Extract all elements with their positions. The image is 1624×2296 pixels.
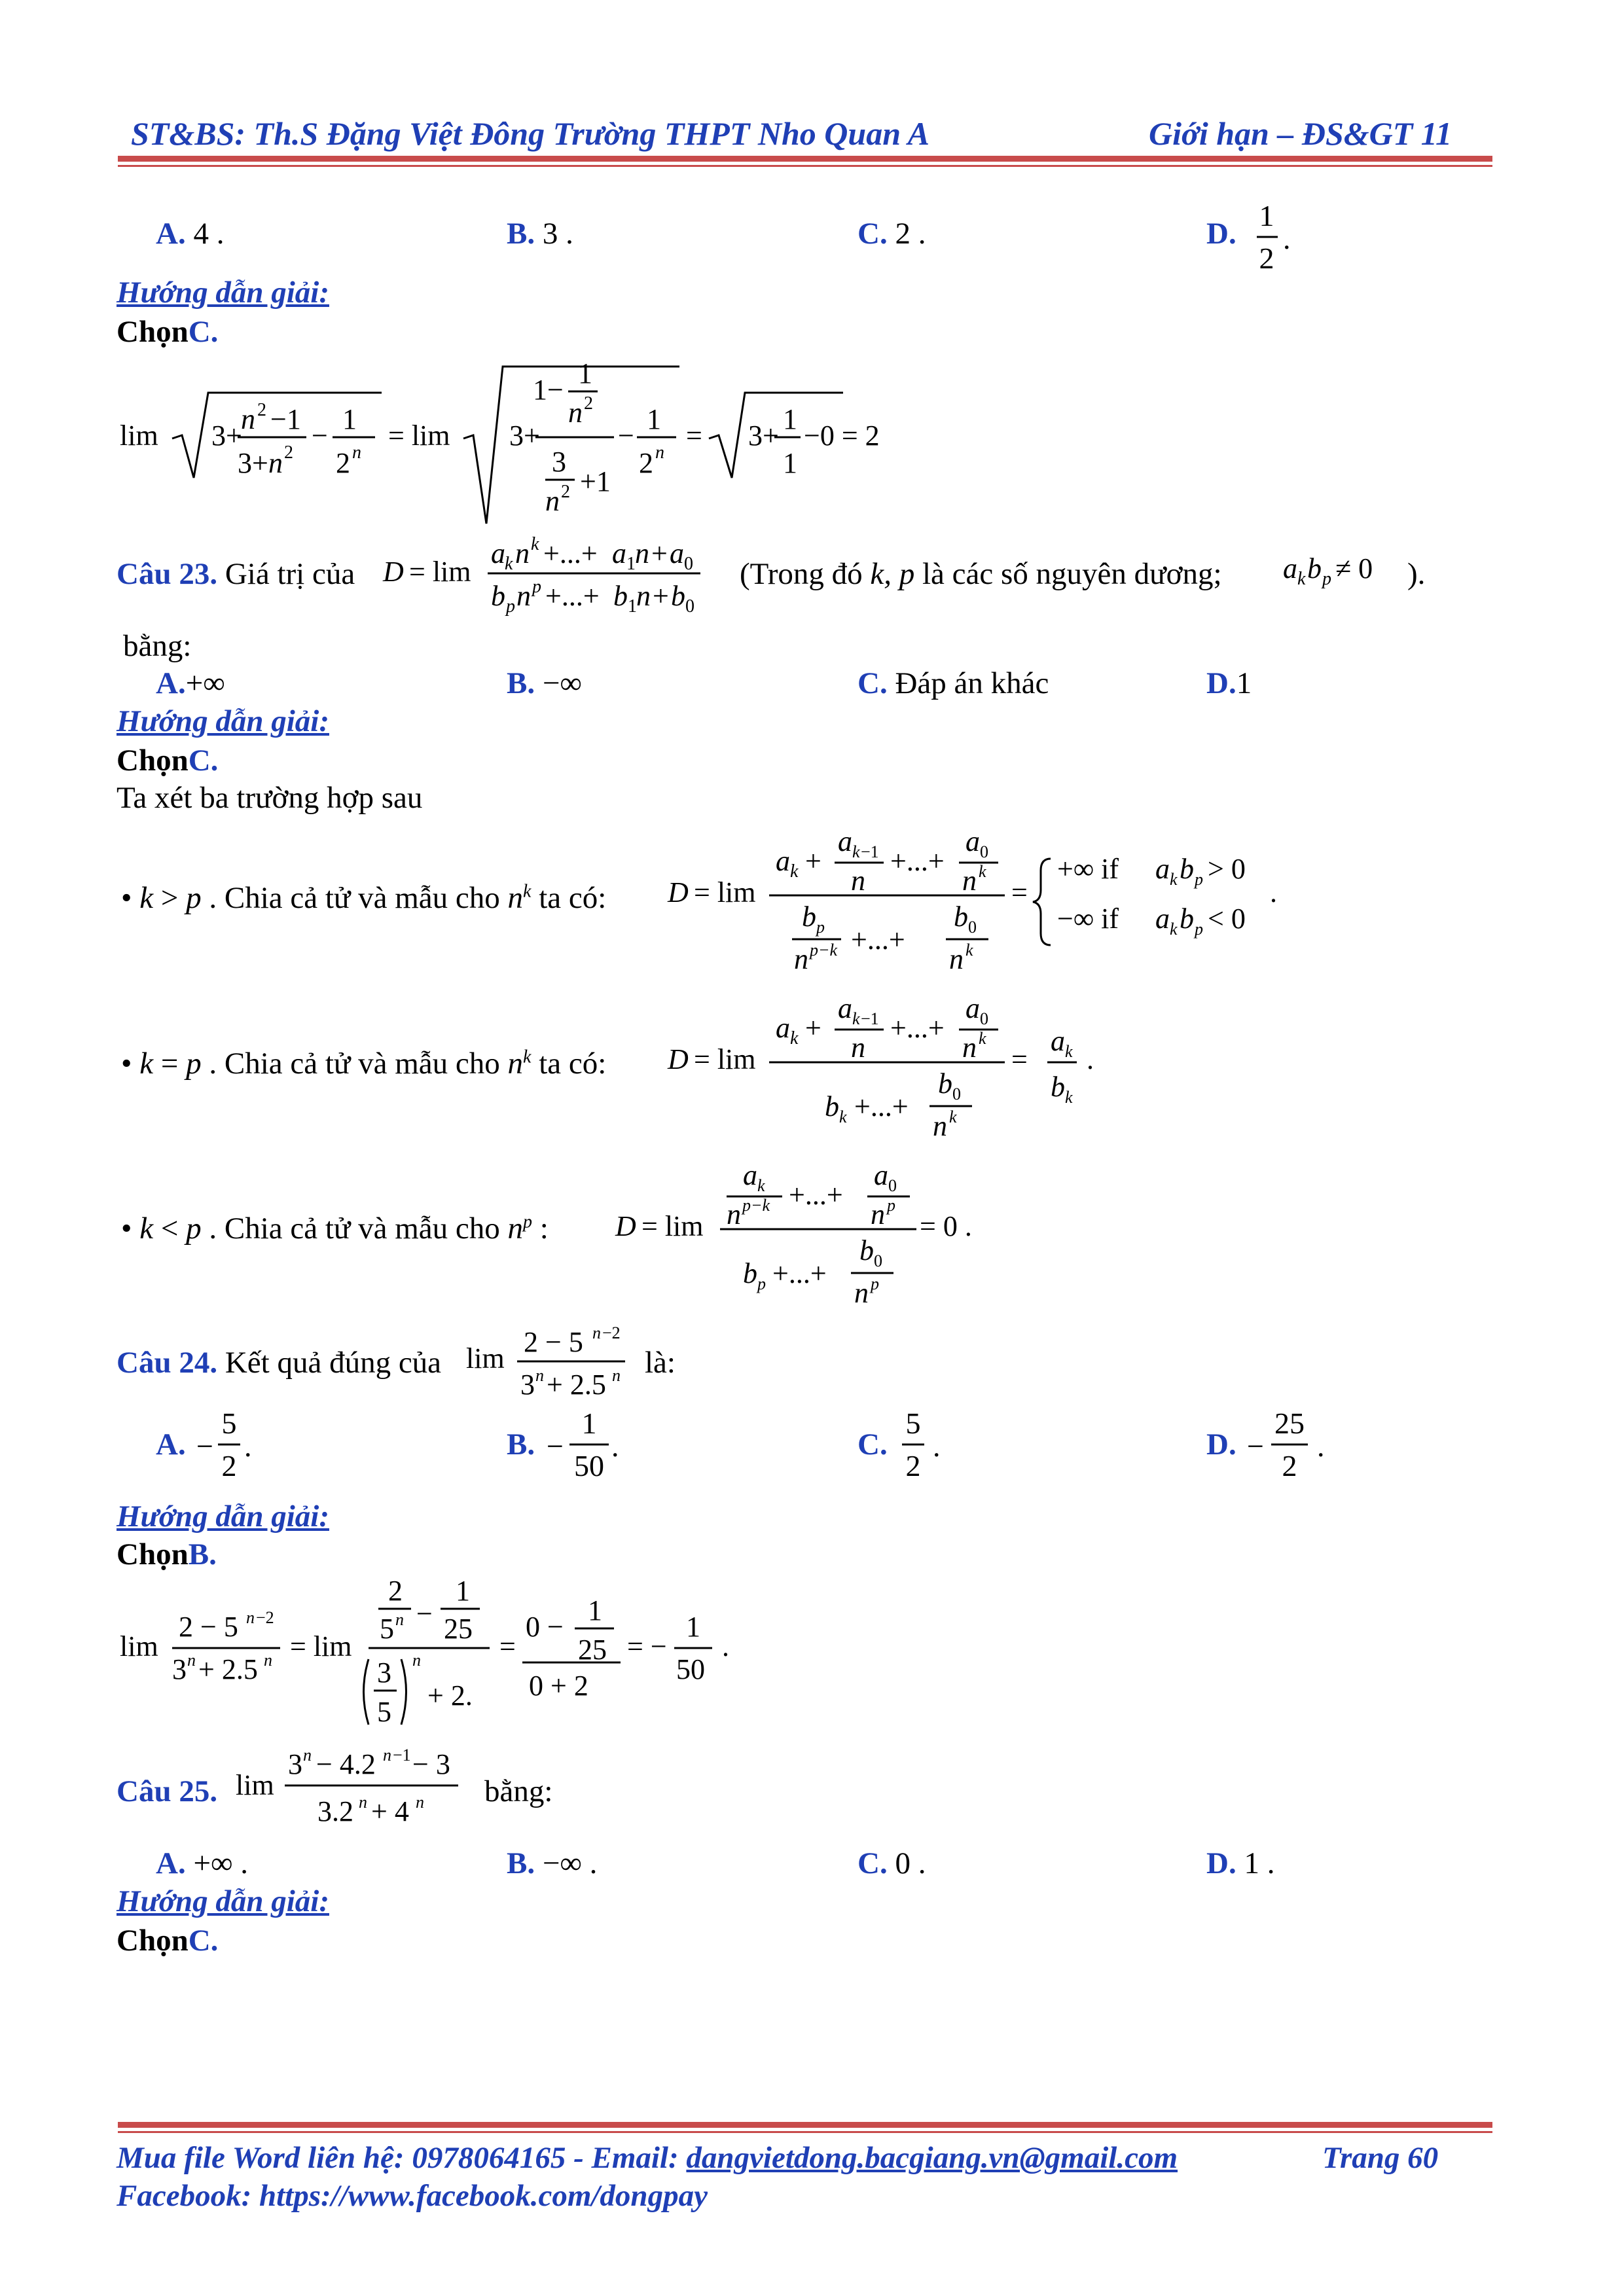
svg-text:k: k <box>1065 1088 1073 1107</box>
svg-text:+...+: +...+ <box>772 1257 827 1289</box>
svg-text:n: n <box>933 1110 947 1142</box>
svg-text:3: 3 <box>552 446 566 478</box>
svg-text:n: n <box>412 1651 421 1670</box>
q23-option-b: B. −∞ <box>507 666 582 700</box>
svg-text:1: 1 <box>456 1575 470 1607</box>
svg-text:−2: −2 <box>256 1608 274 1627</box>
svg-text:1: 1 <box>588 1594 602 1626</box>
q24-option-a: A. <box>156 1427 186 1462</box>
svg-text:.: . <box>1087 1043 1094 1075</box>
svg-text:.: . <box>244 1429 252 1463</box>
svg-text:−∞ if: −∞ if <box>1057 903 1119 935</box>
svg-text:b: b <box>825 1090 839 1122</box>
svg-text:1: 1 <box>783 403 797 435</box>
svg-text:−1: −1 <box>861 1009 879 1028</box>
svg-text:n: n <box>352 442 361 463</box>
svg-text:2: 2 <box>584 393 593 414</box>
q22-option-c: C. 2 . <box>857 217 926 251</box>
svg-text:b: b <box>859 1234 874 1266</box>
svg-text:a: a <box>1283 552 1297 584</box>
q23-stem-condition: (Trong đó k, p là các số nguyên dương; <box>740 557 1222 591</box>
svg-text:k: k <box>1170 870 1178 889</box>
svg-text:50: 50 <box>676 1653 705 1685</box>
svg-text:n: n <box>655 442 664 463</box>
svg-text:.: . <box>611 1429 619 1463</box>
q24-option-b: B. <box>507 1427 535 1462</box>
svg-text:a: a <box>612 537 626 569</box>
svg-text:n: n <box>949 943 964 975</box>
footer-page-number: Trang 60 <box>1322 2141 1439 2175</box>
q24-solution-formula <box>117 1571 804 1741</box>
svg-text:b: b <box>954 901 968 933</box>
svg-text:p: p <box>506 596 515 617</box>
svg-text:2 − 5: 2 − 5 <box>524 1326 583 1358</box>
q22-solution-formula <box>117 353 967 530</box>
svg-text:n: n <box>187 1651 196 1670</box>
svg-text:0: 0 <box>874 1251 882 1270</box>
svg-text:5: 5 <box>905 1407 921 1440</box>
q24-option-c-fraction <box>893 1404 972 1489</box>
q25-guide-heading: Hướng dẫn giải: <box>117 1884 329 1918</box>
q23-condition-math <box>1280 547 1373 592</box>
svg-text:= lim: = lim <box>409 556 471 588</box>
q25-option-b: B. −∞ . <box>507 1846 598 1880</box>
q25-answer: ChọnC. <box>117 1924 219 1958</box>
footer-rule-thin <box>118 2131 1492 2133</box>
svg-text:n: n <box>516 580 531 612</box>
svg-text:b: b <box>1307 552 1322 584</box>
svg-text:a: a <box>670 537 684 569</box>
svg-text:k: k <box>757 1176 765 1195</box>
svg-text:k: k <box>1065 1042 1073 1061</box>
svg-text:0: 0 <box>685 596 695 617</box>
svg-text:D: D <box>383 556 404 588</box>
svg-text:−2: −2 <box>602 1323 621 1342</box>
svg-text:k: k <box>1170 920 1178 939</box>
svg-text:0: 0 <box>888 1176 897 1195</box>
q24-option-d: D. <box>1206 1427 1236 1462</box>
header-right: Giới hạn – ĐS&GT 11 <box>1149 115 1453 152</box>
svg-text:1: 1 <box>578 357 592 389</box>
svg-text:> 0: > 0 <box>1208 853 1246 885</box>
svg-text:p: p <box>1322 569 1331 589</box>
svg-text:− 4.2: − 4.2 <box>316 1748 376 1780</box>
svg-text:+ 2.5: + 2.5 <box>198 1653 258 1685</box>
svg-text:0: 0 <box>968 918 977 937</box>
svg-text:1: 1 <box>1259 199 1274 232</box>
svg-text:D: D <box>615 1210 636 1242</box>
svg-text:2: 2 <box>561 482 570 502</box>
svg-text:k: k <box>790 861 799 882</box>
q23-option-a: A.+∞ <box>156 666 225 700</box>
svg-text:+...+: +...+ <box>789 1179 843 1211</box>
svg-text:b: b <box>613 580 628 612</box>
q23-label-line: Câu 23. Giá trị của <box>117 557 355 591</box>
svg-text:+ 4: + 4 <box>371 1795 409 1827</box>
svg-text:.: . <box>1283 222 1291 255</box>
svg-text:3: 3 <box>377 1657 391 1689</box>
svg-text:b: b <box>743 1257 757 1289</box>
svg-text:= lim: = lim <box>694 876 756 908</box>
q24-limit-formula <box>465 1316 635 1407</box>
svg-text:p: p <box>871 1274 879 1293</box>
svg-text:2: 2 <box>1282 1449 1297 1482</box>
q24-stem-post: là: <box>645 1346 676 1380</box>
svg-text:a: a <box>743 1159 757 1191</box>
q22-guide-heading: Hướng dẫn giải: <box>117 276 329 310</box>
svg-text:n: n <box>303 1746 312 1765</box>
svg-text:=: = <box>499 1630 516 1662</box>
svg-text:25: 25 <box>444 1613 473 1645</box>
svg-text:k: k <box>790 1028 799 1049</box>
svg-text:b: b <box>1180 853 1194 885</box>
q23-stem-line2: bằng: <box>123 629 192 663</box>
svg-text:+: + <box>805 1012 821 1044</box>
svg-text:+: + <box>653 580 669 612</box>
q22-option-d-fraction <box>1244 196 1296 281</box>
svg-text:k: k <box>505 554 513 574</box>
svg-text:n: n <box>359 1793 367 1812</box>
q23-limit-formula <box>376 530 743 622</box>
svg-text:n: n <box>383 1746 391 1765</box>
svg-text:a: a <box>1155 853 1170 885</box>
svg-text:D: D <box>668 1043 689 1075</box>
svg-text:p: p <box>532 577 541 597</box>
svg-text:+...+: +...+ <box>890 1012 945 1044</box>
svg-text:3: 3 <box>288 1748 302 1780</box>
svg-text:p: p <box>816 918 825 937</box>
svg-text:k: k <box>949 1107 957 1126</box>
svg-text:a: a <box>491 537 505 569</box>
svg-text:1: 1 <box>626 554 636 574</box>
svg-text:+...+: +...+ <box>545 580 600 612</box>
q23-case1-text: • k > p . Chia cả tử và mẫu cho $n^k$ ta có: <box>121 881 607 915</box>
q24-option-d-fraction <box>1244 1404 1348 1489</box>
svg-text:−: − <box>618 420 634 452</box>
svg-text:2: 2 <box>1259 242 1274 275</box>
svg-text:n: n <box>395 1610 404 1629</box>
svg-text:a: a <box>874 1159 888 1191</box>
header-left: ST&BS: Th.S Đặng Việt Đông Trường THPT Nho Quan A <box>131 115 929 152</box>
svg-text:+∞ if: +∞ if <box>1057 853 1119 885</box>
svg-text:b: b <box>1051 1071 1065 1103</box>
svg-text:≠ 0: ≠ 0 <box>1335 552 1373 584</box>
q23-case3-text: • k < p . Chia cả tử và mẫu cho $n^p$ : <box>121 1211 549 1246</box>
q24-option-b-fraction <box>543 1404 635 1489</box>
svg-text:p−k: p−k <box>810 941 838 960</box>
svg-text:−1: −1 <box>393 1746 411 1765</box>
svg-text:5: 5 <box>221 1407 237 1440</box>
svg-text:5: 5 <box>380 1613 394 1645</box>
q22-option-d: D. <box>1206 217 1236 251</box>
svg-text:n: n <box>794 943 808 975</box>
q25-option-d: D. 1 . <box>1206 1846 1275 1880</box>
svg-text:3+: 3+ <box>211 420 242 452</box>
q25-option-c: C. 0 . <box>857 1846 926 1880</box>
q23-case3-formula <box>612 1152 1005 1322</box>
svg-text:−: − <box>1247 1429 1264 1463</box>
header-rule-thin <box>118 165 1492 167</box>
svg-text:.: . <box>1317 1429 1325 1463</box>
svg-text:1: 1 <box>686 1611 700 1643</box>
q23-case1-formula <box>664 818 1286 988</box>
svg-text:D: D <box>668 876 689 908</box>
svg-text:+: + <box>651 537 668 569</box>
svg-text:a: a <box>838 825 852 857</box>
svg-text:+: + <box>805 845 821 877</box>
svg-text:k: k <box>1297 569 1306 589</box>
svg-text:= lim: = lim <box>694 1043 756 1075</box>
svg-text:=: = <box>1011 876 1028 908</box>
svg-text:2: 2 <box>221 1449 237 1482</box>
q24-option-a-fraction <box>193 1404 272 1489</box>
svg-text:= lim: = lim <box>641 1210 704 1242</box>
svg-text:1: 1 <box>342 403 357 435</box>
svg-text:2: 2 <box>388 1575 403 1607</box>
q23-stem-end: ). <box>1407 557 1426 591</box>
svg-text:0: 0 <box>980 842 988 861</box>
svg-text:k: k <box>965 941 973 960</box>
svg-text:−1: −1 <box>861 842 879 861</box>
footer-facebook[interactable]: Facebook: https://www.facebook.com/dongpay <box>117 2179 708 2213</box>
q25-label: Câu 25. <box>117 1774 218 1808</box>
svg-text:p: p <box>757 1274 766 1293</box>
svg-text:3+: 3+ <box>238 447 268 479</box>
svg-text:+ 2.5: + 2.5 <box>547 1369 606 1401</box>
svg-text:+...+: +...+ <box>890 845 945 877</box>
svg-text:2: 2 <box>336 447 350 479</box>
svg-text:5: 5 <box>377 1696 391 1728</box>
svg-text:−: − <box>416 1598 433 1630</box>
svg-text:k: k <box>839 1107 847 1126</box>
svg-text:n: n <box>727 1198 741 1230</box>
svg-text:25: 25 <box>578 1634 607 1666</box>
svg-text:lim: lim <box>236 1769 274 1801</box>
svg-text:− 3: − 3 <box>412 1748 450 1780</box>
svg-text:+...+: +...+ <box>543 537 598 569</box>
svg-text:b: b <box>1180 903 1194 935</box>
svg-text:+ 2.: + 2. <box>427 1679 473 1712</box>
svg-text:−0 = 2: −0 = 2 <box>804 420 880 452</box>
svg-text:1: 1 <box>783 447 797 479</box>
svg-text:.: . <box>1270 876 1277 908</box>
svg-text:1−: 1− <box>533 374 564 406</box>
svg-text:1: 1 <box>581 1407 597 1440</box>
svg-text:lim: lim <box>120 1630 158 1662</box>
svg-text:n: n <box>636 580 651 612</box>
svg-text:a: a <box>965 825 980 857</box>
q25-stem-post: bằng: <box>484 1774 553 1808</box>
svg-text:n: n <box>871 1198 885 1230</box>
svg-text:p: p <box>1195 920 1203 939</box>
svg-text:k: k <box>979 1029 986 1048</box>
svg-text:0: 0 <box>952 1085 961 1103</box>
svg-text:2 − 5: 2 − 5 <box>179 1611 238 1643</box>
svg-text:n: n <box>962 1031 977 1064</box>
svg-text:= lim: = lim <box>290 1630 352 1662</box>
q23-option-c: C. Đáp án khác <box>857 666 1049 700</box>
q24-guide-heading: Hướng dẫn giải: <box>117 1499 329 1534</box>
q23-intro: Ta xét ba trường hợp sau <box>117 781 423 815</box>
q24-answer: ChọnB. <box>117 1537 217 1571</box>
svg-text:n: n <box>851 865 865 897</box>
svg-text:a: a <box>1051 1025 1065 1057</box>
svg-text:25: 25 <box>1274 1407 1305 1440</box>
q22-option-b: B. 3 . <box>507 217 573 251</box>
q25-option-a: A. +∞ . <box>156 1846 248 1880</box>
svg-text:a: a <box>965 992 980 1024</box>
q24-option-c: C. <box>857 1427 888 1462</box>
svg-text:n: n <box>416 1793 424 1812</box>
svg-text:2: 2 <box>284 442 293 463</box>
q23-answer: ChọnC. <box>117 744 219 778</box>
svg-text:−: − <box>196 1429 213 1463</box>
svg-text:0: 0 <box>980 1009 988 1028</box>
svg-text:+...+: +...+ <box>851 924 905 956</box>
svg-text:< 0: < 0 <box>1208 903 1246 935</box>
svg-text:n: n <box>635 537 649 569</box>
svg-text:−: − <box>312 420 328 452</box>
footer-contact: Mua file Word liên hệ: 0978064165 - Email: dangvietdong.bacgiang.vn@gmail.com <box>117 2141 1178 2175</box>
svg-text:a: a <box>838 992 852 1024</box>
q22-answer: ChọnC. <box>117 315 219 349</box>
footer-email-link[interactable]: dangvietdong.bacgiang.vn@gmail.com <box>686 2141 1178 2175</box>
svg-text:1: 1 <box>647 403 661 435</box>
svg-text:n: n <box>264 1651 272 1670</box>
svg-text:1: 1 <box>628 596 637 617</box>
svg-text:2: 2 <box>257 400 266 420</box>
svg-text:= −: = − <box>627 1630 667 1662</box>
svg-text:0 −: 0 − <box>526 1611 564 1643</box>
svg-text:+1: +1 <box>580 465 611 497</box>
svg-text:n: n <box>535 1366 544 1385</box>
svg-text:p: p <box>1195 870 1203 889</box>
svg-text:50: 50 <box>574 1449 604 1482</box>
svg-text:b: b <box>802 901 816 933</box>
svg-text:n: n <box>612 1366 621 1385</box>
svg-text:3.2: 3.2 <box>317 1795 353 1827</box>
svg-text:n: n <box>962 865 977 897</box>
svg-text:k: k <box>852 1009 860 1028</box>
svg-text:n: n <box>268 447 283 479</box>
svg-text:k: k <box>852 842 860 861</box>
svg-text:n: n <box>515 537 530 569</box>
q23-case2-text: • k = p . Chia cả tử và mẫu cho $n^k$ ta có: <box>121 1047 607 1081</box>
svg-text:3: 3 <box>520 1369 535 1401</box>
svg-text:n: n <box>241 403 255 435</box>
svg-text:k: k <box>531 534 539 554</box>
svg-text:3: 3 <box>172 1653 187 1685</box>
svg-text:b: b <box>938 1067 952 1100</box>
svg-text:= 0 .: = 0 . <box>920 1210 972 1242</box>
svg-text:a: a <box>776 845 790 877</box>
q23-guide-heading: Hướng dẫn giải: <box>117 704 329 738</box>
svg-text:+...+: +...+ <box>854 1090 909 1122</box>
footer-rule <box>118 2122 1492 2128</box>
svg-text:=: = <box>1011 1043 1028 1075</box>
svg-text:=: = <box>686 420 702 452</box>
q23-option-d: D.1 <box>1206 666 1252 700</box>
svg-text:−: − <box>547 1429 564 1463</box>
svg-text:n: n <box>851 1031 865 1064</box>
q22-option-a: A. 4 . <box>156 217 225 251</box>
svg-text:b: b <box>671 580 685 612</box>
svg-text:k: k <box>979 862 986 881</box>
svg-text:0: 0 <box>684 554 693 574</box>
svg-text:n: n <box>568 397 583 429</box>
q24-stem: Câu 24. Kết quả đúng của <box>117 1346 442 1380</box>
svg-text:3+: 3+ <box>509 420 540 452</box>
svg-text:.: . <box>933 1429 941 1463</box>
q23-case2-formula <box>664 985 1123 1152</box>
svg-text:a: a <box>776 1012 790 1044</box>
svg-text:3+: 3+ <box>748 420 779 452</box>
svg-text:−1: −1 <box>270 403 301 435</box>
q25-limit-formula <box>232 1741 481 1833</box>
svg-text:= lim: = lim <box>388 420 450 452</box>
svg-text:lim: lim <box>466 1342 505 1374</box>
svg-text:0 + 2: 0 + 2 <box>529 1670 588 1702</box>
header-rule <box>118 156 1492 162</box>
svg-text:.: . <box>722 1630 729 1662</box>
svg-text:n: n <box>545 485 560 517</box>
svg-text:b: b <box>491 580 505 612</box>
svg-text:2: 2 <box>905 1449 921 1482</box>
svg-text:2: 2 <box>639 447 653 479</box>
svg-text:p: p <box>887 1196 895 1215</box>
svg-text:p−k: p−k <box>742 1196 770 1215</box>
svg-text:a: a <box>1155 903 1170 935</box>
svg-text:lim: lim <box>120 420 158 452</box>
svg-text:n: n <box>246 1608 255 1627</box>
svg-text:n: n <box>592 1323 601 1342</box>
svg-text:n: n <box>854 1277 869 1309</box>
